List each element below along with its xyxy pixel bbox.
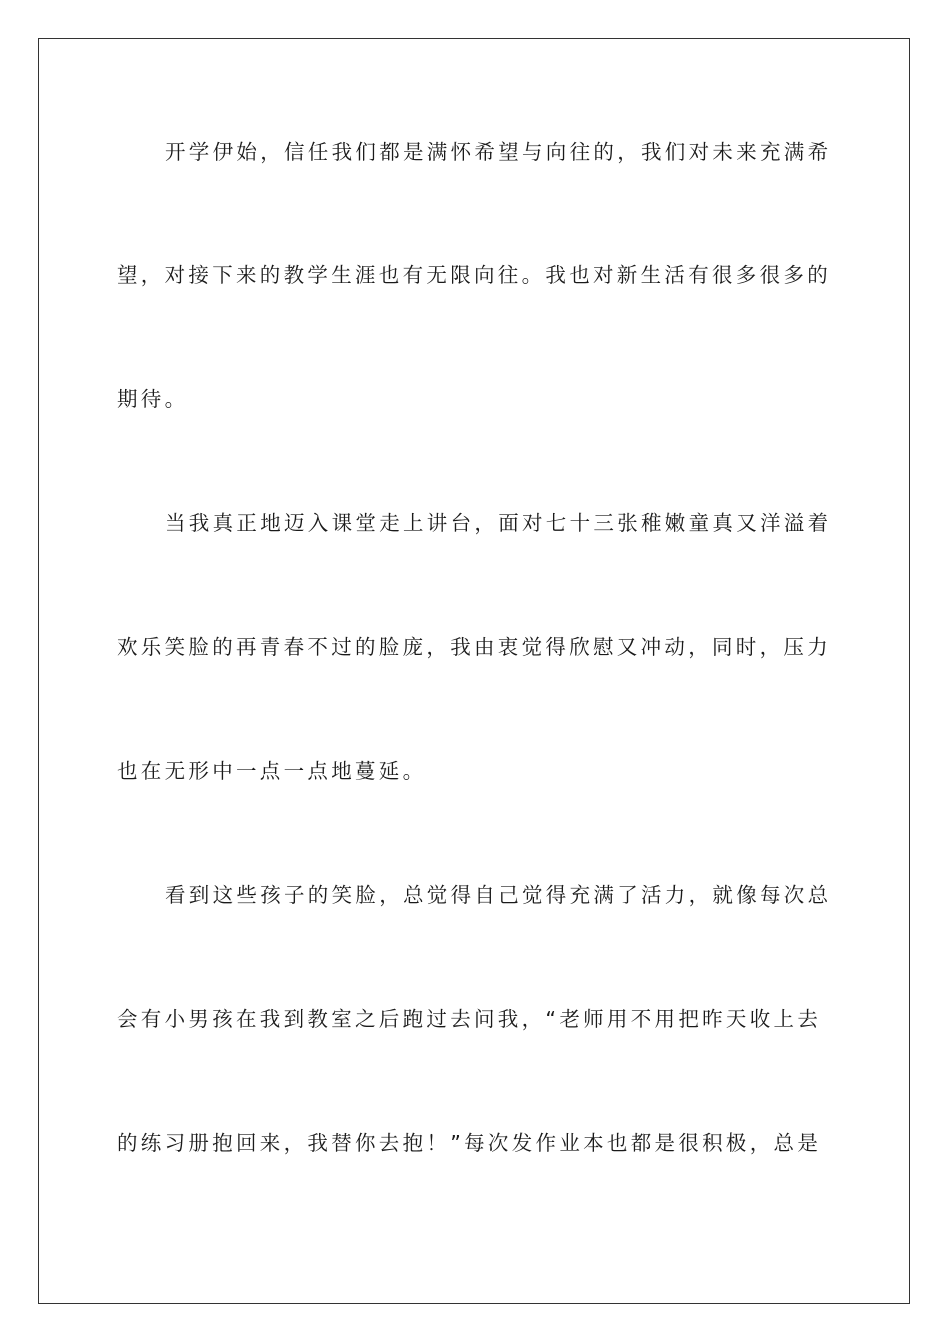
text-line: 望，对接下来的教学生涯也有无限向往。我也对新生活有很多很多的 — [117, 263, 831, 287]
text-line: 开学伊始，信任我们都是满怀希望与向往的，我们对未来充满希 — [165, 140, 832, 164]
text-line: 的练习册抱回来，我替你去抱！”每次发作业本也都是很积极，总是 — [117, 1131, 822, 1155]
text-line: 也在无形中一点一点地蔓延。 — [117, 759, 427, 783]
text-line: 当我真正地迈入课堂走上讲台，面对七十三张稚嫩童真又洋溢着 — [165, 511, 832, 535]
text-line: 欢乐笑脸的再青春不过的脸庞，我由衷觉得欣慰又冲动，同时，压力 — [117, 635, 831, 659]
text-line: 期待。 — [117, 387, 189, 411]
page-border — [38, 38, 910, 1304]
text-line: 看到这些孩子的笑脸，总觉得自己觉得充满了活力，就像每次总 — [165, 883, 832, 907]
text-line: 会有小男孩在我到教室之后跑过去问我，“老师用不用把昨天收上去 — [117, 1007, 822, 1031]
